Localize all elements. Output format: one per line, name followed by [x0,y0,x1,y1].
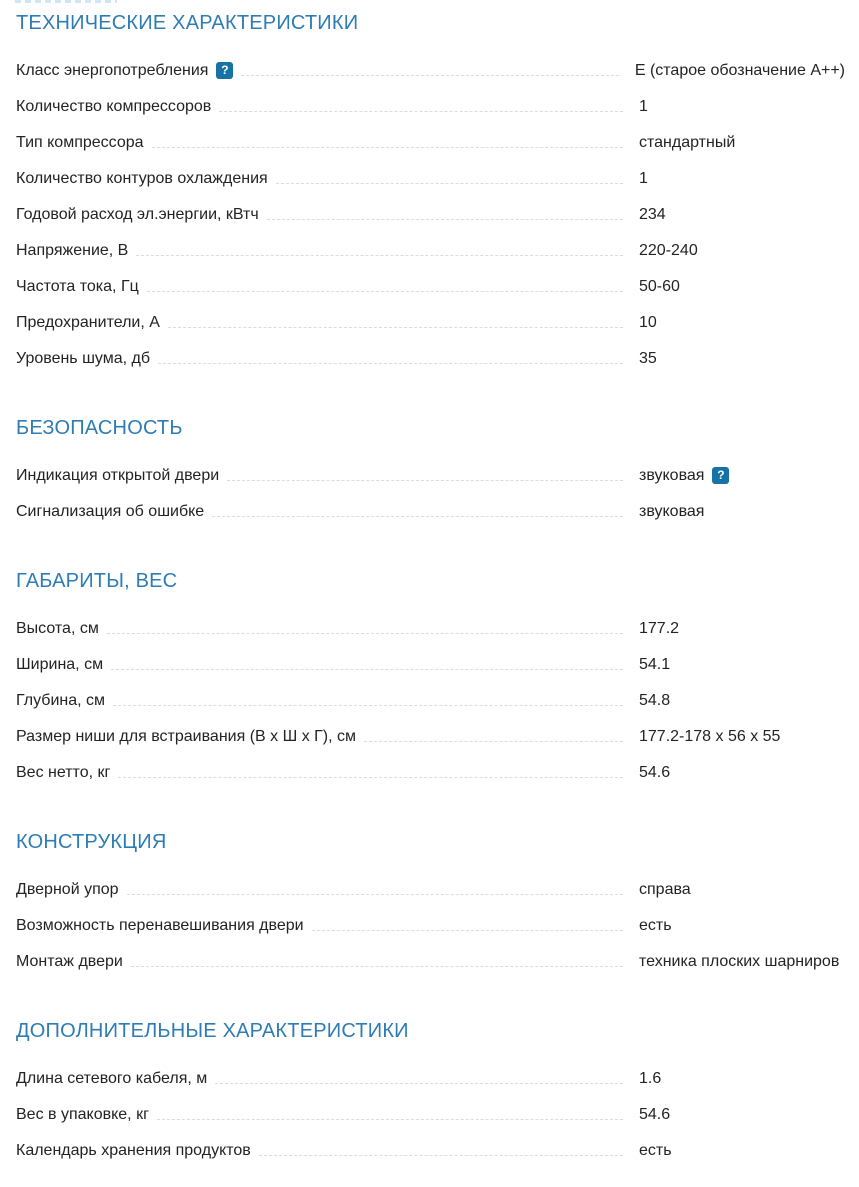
dotted-leader [131,966,623,967]
spec-row [16,679,845,715]
dotted-leader [219,111,623,112]
spec-row [16,1093,845,1129]
spec-value-col [639,242,845,260]
spec-sections [16,12,845,1165]
spec-label: Индикация открытой двери [16,467,220,484]
spec-value-col [639,728,845,746]
spec-value: 54.6 [639,764,671,781]
spec-label: Высота, см [16,620,99,637]
spec-section [16,831,845,976]
spec-row [16,229,845,265]
spec-row [16,337,845,373]
spec-section [16,417,845,526]
spec-value-col [639,1142,845,1160]
help-icon[interactable]: ? [712,467,729,484]
dotted-leader [157,1119,623,1120]
section-title: БЕЗОПАСНОСТЬ [16,417,183,439]
dotted-leader [227,480,623,481]
spec-rows [16,607,845,787]
spec-value-col [639,503,845,521]
spec-label: Уровень шума, дб [16,350,151,367]
spec-value: 1 [639,98,648,115]
spec-value: 50-60 [639,278,680,295]
spec-row [16,868,845,904]
spec-row [16,265,845,301]
spec-row [16,157,845,193]
spec-row [16,1129,845,1165]
spec-label: Класс энергопотребления [16,62,209,79]
spec-value-col [639,134,845,152]
spec-row [16,490,845,526]
spec-value-col [639,1070,845,1088]
spec-label: Вес нетто, кг [16,764,111,781]
spec-value: звуковая [639,467,705,484]
spec-value: техника плоских шарниров [639,953,840,970]
section-title: ТЕХНИЧЕСКИЕ ХАРАКТЕРИСТИКИ [16,12,359,34]
spec-label: Годовой расход эл.энергии, кВтч [16,206,259,223]
spec-section [16,1020,845,1165]
spec-value-col [639,953,845,971]
dotted-leader [158,363,623,364]
dotted-leader [364,741,623,742]
spec-label: Длина сетевого кабеля, м [16,1070,208,1087]
spec-value: звуковая [639,503,705,520]
dotted-leader [118,777,623,778]
spec-value: 220-240 [639,242,698,259]
spec-section [16,12,845,373]
spec-value: 35 [639,350,657,367]
dotted-leader [136,255,623,256]
spec-row [16,85,845,121]
spec-row [16,1057,845,1093]
spec-value: 1.6 [639,1070,662,1087]
dotted-leader [312,930,623,931]
spec-label: Тип компрессора [16,134,144,151]
spec-label: Количество контуров охлаждения [16,170,268,187]
spec-rows [16,49,845,373]
spec-value: стандартный [639,134,736,151]
dotted-leader [267,219,623,220]
spec-value-col [635,62,845,80]
spec-value: 10 [639,314,657,331]
spec-value-col [639,692,845,710]
spec-value-col [639,656,845,674]
spec-rows [16,454,845,526]
spec-row [16,940,845,976]
dotted-leader [107,633,623,634]
spec-value: 1 [639,170,648,187]
section-title: ДОПОЛНИТЕЛЬНЫЕ ХАРАКТЕРИСТИКИ [16,1020,409,1042]
spec-value: есть [639,917,672,934]
spec-row [16,715,845,751]
spec-value-col [639,98,845,116]
dotted-leader [113,705,623,706]
spec-value-col [639,206,845,224]
spec-value-col [639,1106,845,1124]
spec-row [16,751,845,787]
dotted-leader [215,1083,623,1084]
spec-label: Возможность перенавешивания двери [16,917,304,934]
spec-label: Частота тока, Гц [16,278,139,295]
spec-label: Напряжение, В [16,242,129,259]
spec-value: 54.8 [639,692,671,709]
spec-value-col [639,170,845,188]
spec-section [16,570,845,787]
dotted-leader [168,327,623,328]
spec-row [16,301,845,337]
clipped-content-artifact [15,0,117,3]
spec-label: Монтаж двери [16,953,123,970]
spec-value-col [639,917,845,935]
dotted-leader [152,147,623,148]
dotted-leader [241,75,618,76]
spec-value-col [639,764,845,782]
spec-row [16,904,845,940]
spec-label: Размер ниши для встраивания (В х Ш х Г), см [16,728,357,745]
spec-rows [16,1057,845,1165]
spec-value-col [639,881,845,899]
spec-label: Ширина, см [16,656,104,673]
dotted-leader [212,516,623,517]
spec-value-col [639,467,845,485]
spec-value-col [639,278,845,296]
spec-value-col [639,350,845,368]
spec-row [16,49,845,85]
spec-label: Предохранители, А [16,314,160,331]
help-icon[interactable]: ? [216,62,233,79]
dotted-leader [259,1155,623,1156]
spec-label: Дверной упор [16,881,119,898]
section-title: КОНСТРУКЦИЯ [16,831,167,853]
spec-value: 54.6 [639,1106,671,1123]
dotted-leader [147,291,623,292]
spec-value: 177.2 [639,620,680,637]
spec-value: справа [639,881,691,898]
spec-value-col [639,314,845,332]
spec-value: 234 [639,206,666,223]
spec-row [16,121,845,157]
spec-value: Е (старое обозначение А++) [634,62,845,79]
spec-label: Сигнализация об ошибке [16,503,205,520]
dotted-leader [276,183,623,184]
spec-value: 177.2-178 х 56 х 55 [639,728,781,745]
spec-rows [16,868,845,976]
spec-row [16,643,845,679]
spec-label: Глубина, см [16,692,106,709]
spec-value: есть [639,1142,672,1159]
spec-row [16,454,845,490]
spec-label: Календарь хранения продуктов [16,1142,251,1159]
section-title: ГАБАРИТЫ, ВЕС [16,570,178,592]
spec-value-col [639,620,845,638]
spec-value: 54.1 [639,656,671,673]
spec-row [16,193,845,229]
spec-label: Вес в упаковке, кг [16,1106,149,1123]
dotted-leader [127,894,623,895]
spec-label: Количество компрессоров [16,98,212,115]
dotted-leader [111,669,623,670]
spec-row [16,607,845,643]
